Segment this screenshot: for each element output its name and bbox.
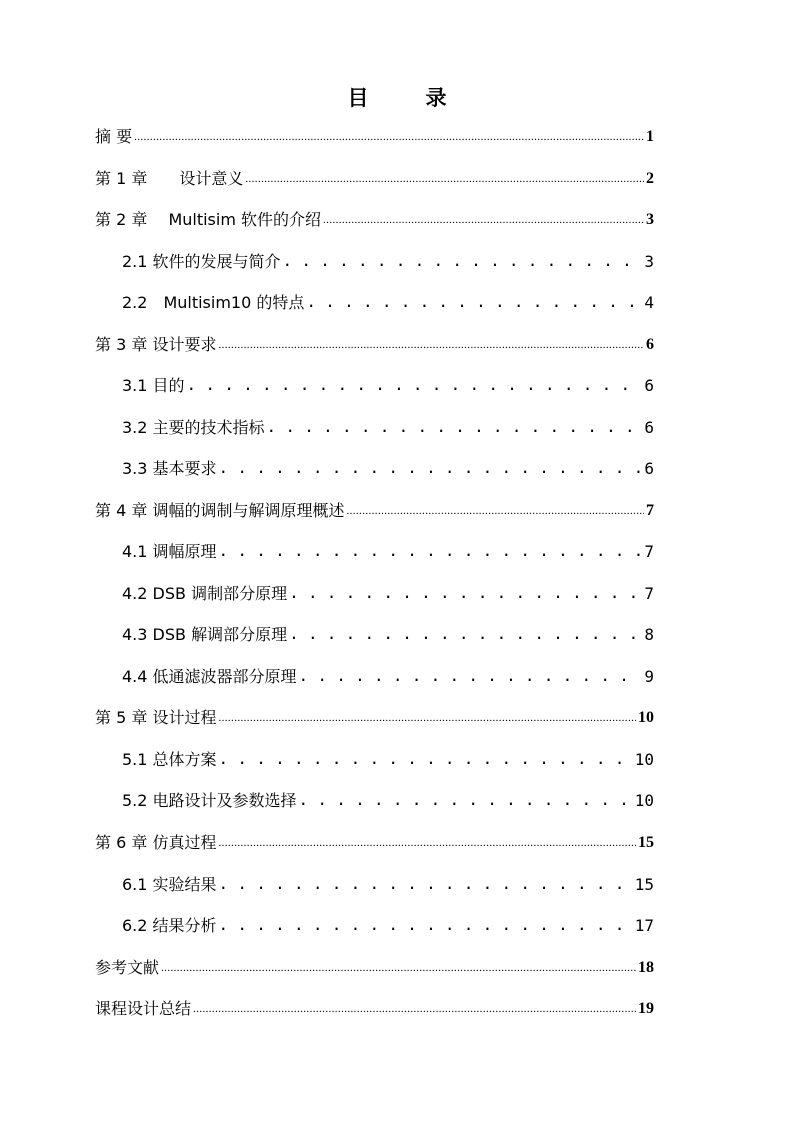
toc-entry-label: 6.2 结果分析 (122, 916, 217, 935)
toc-entry-label: 3.3 基本要求 (122, 459, 217, 478)
toc-entry-page: 10 (634, 791, 654, 810)
dot-leader (299, 665, 643, 688)
toc-entry-chapter-4[interactable] (95, 498, 654, 522)
toc-entry-summary[interactable] (95, 996, 654, 1020)
dot-leader (218, 333, 644, 356)
dot-leader (245, 167, 644, 190)
toc-entry-label: 4.4 低通滤波器部分原理 (122, 667, 297, 686)
toc-entry-chapter-3[interactable] (95, 332, 654, 356)
toc-entry-section-4-4[interactable] (122, 664, 654, 688)
toc-entry-page: 17 (634, 916, 654, 935)
toc-entry-page: 6 (644, 418, 654, 437)
toc-entry-page: 6 (644, 376, 654, 395)
toc-entry-label: 2.2 Multisim10 的特点 (122, 293, 305, 312)
toc-entry-section-4-2[interactable] (122, 581, 654, 605)
toc-entry-page: 15 (634, 875, 654, 894)
toc-entry-page: 2 (646, 170, 654, 187)
toc-entry-page: 7 (644, 542, 654, 561)
toc-entry-label: 4.2 DSB 调制部分原理 (122, 584, 288, 603)
toc-entry-label: 4.1 调幅原理 (122, 542, 217, 561)
toc-entry-chapter-1[interactable] (95, 166, 654, 190)
toc-entry-section-4-3[interactable] (122, 622, 654, 646)
toc-entry-label: 5.2 电路设计及参数选择 (122, 791, 297, 810)
toc-entry-page: 4 (644, 293, 654, 312)
toc-entry-page: 3 (644, 252, 654, 271)
toc-entry-page: 10 (634, 750, 654, 769)
toc-entry-section-3-2[interactable] (122, 415, 654, 439)
toc-entry-page: 8 (644, 625, 654, 644)
toc-entry-page: 7 (646, 502, 654, 519)
toc-entry-section-3-3[interactable] (122, 456, 654, 480)
toc-entry-label: 课程设计总结 (95, 999, 192, 1018)
dot-leader (283, 250, 643, 273)
toc-entry-label: 第 2 章 Multisim 软件的介绍 (95, 210, 322, 229)
dot-leader (346, 499, 644, 522)
toc-entry-label: 参考文献 (95, 958, 160, 977)
toc-entry-section-2-2[interactable] (122, 290, 654, 314)
toc-entry-page: 3 (646, 211, 654, 228)
page-title: 目 录 (347, 85, 465, 110)
dot-leader (218, 706, 636, 729)
toc-entry-chapter-2[interactable] (95, 207, 654, 231)
toc-entry-chapter-6[interactable] (95, 830, 654, 854)
dot-leader (193, 997, 636, 1020)
dot-leader (219, 914, 633, 937)
dot-leader (134, 125, 644, 148)
dot-leader (187, 374, 643, 397)
toc-entry-page: 6 (646, 336, 654, 353)
toc-entry-label: 3.2 主要的技术指标 (122, 418, 265, 437)
toc-entry-page: 19 (638, 1000, 654, 1017)
toc-entry-label: 6.1 实验结果 (122, 875, 217, 894)
toc-entry-section-6-2[interactable] (122, 913, 654, 937)
dot-leader (219, 540, 643, 563)
toc-entry-label: 摘 要 (95, 127, 133, 146)
dot-leader (218, 831, 636, 854)
dot-leader (161, 956, 636, 979)
toc-entry-label: 3.1 目的 (122, 376, 185, 395)
toc-entry-section-5-2[interactable] (122, 788, 654, 812)
toc-entry-page: 7 (644, 584, 654, 603)
toc-entry-label: 4.3 DSB 解调部分原理 (122, 625, 288, 644)
dot-leader (306, 291, 642, 314)
toc-entry-page: 6 (644, 459, 654, 478)
dot-leader (323, 208, 644, 231)
toc-entry-page: 10 (638, 709, 654, 726)
toc-entry-label: 5.1 总体方案 (122, 750, 217, 769)
toc-entry-label: 第 4 章 调幅的调制与解调原理概述 (95, 501, 345, 520)
dot-leader (219, 748, 633, 771)
toc-entry-label: 第 1 章 设计意义 (95, 169, 244, 188)
dot-leader (219, 873, 633, 896)
toc-entry-section-4-1[interactable] (122, 539, 654, 563)
dot-leader (267, 416, 643, 439)
toc-entry-section-2-1[interactable] (122, 249, 654, 273)
dot-leader (219, 457, 643, 480)
toc-entry-label: 2.1 软件的发展与简介 (122, 252, 281, 271)
toc-entry-page: 9 (644, 667, 654, 686)
toc-entry-page: 18 (638, 959, 654, 976)
toc-entry-abstract[interactable] (95, 124, 654, 148)
toc-entry-page: 15 (638, 834, 654, 851)
toc-entry-label: 第 3 章 设计要求 (95, 335, 217, 354)
dot-leader (299, 789, 633, 812)
toc-entry-references[interactable] (95, 955, 654, 979)
toc-entry-label: 第 5 章 设计过程 (95, 708, 217, 727)
toc-entry-section-3-1[interactable] (122, 373, 654, 397)
toc-entry-label: 第 6 章 仿真过程 (95, 833, 217, 852)
toc-entry-chapter-5[interactable] (95, 705, 654, 729)
dot-leader (289, 623, 642, 646)
toc-entry-page: 1 (646, 128, 654, 145)
toc-entry-section-5-1[interactable] (122, 747, 654, 771)
dot-leader (289, 582, 642, 605)
toc-entry-section-6-1[interactable] (122, 872, 654, 896)
